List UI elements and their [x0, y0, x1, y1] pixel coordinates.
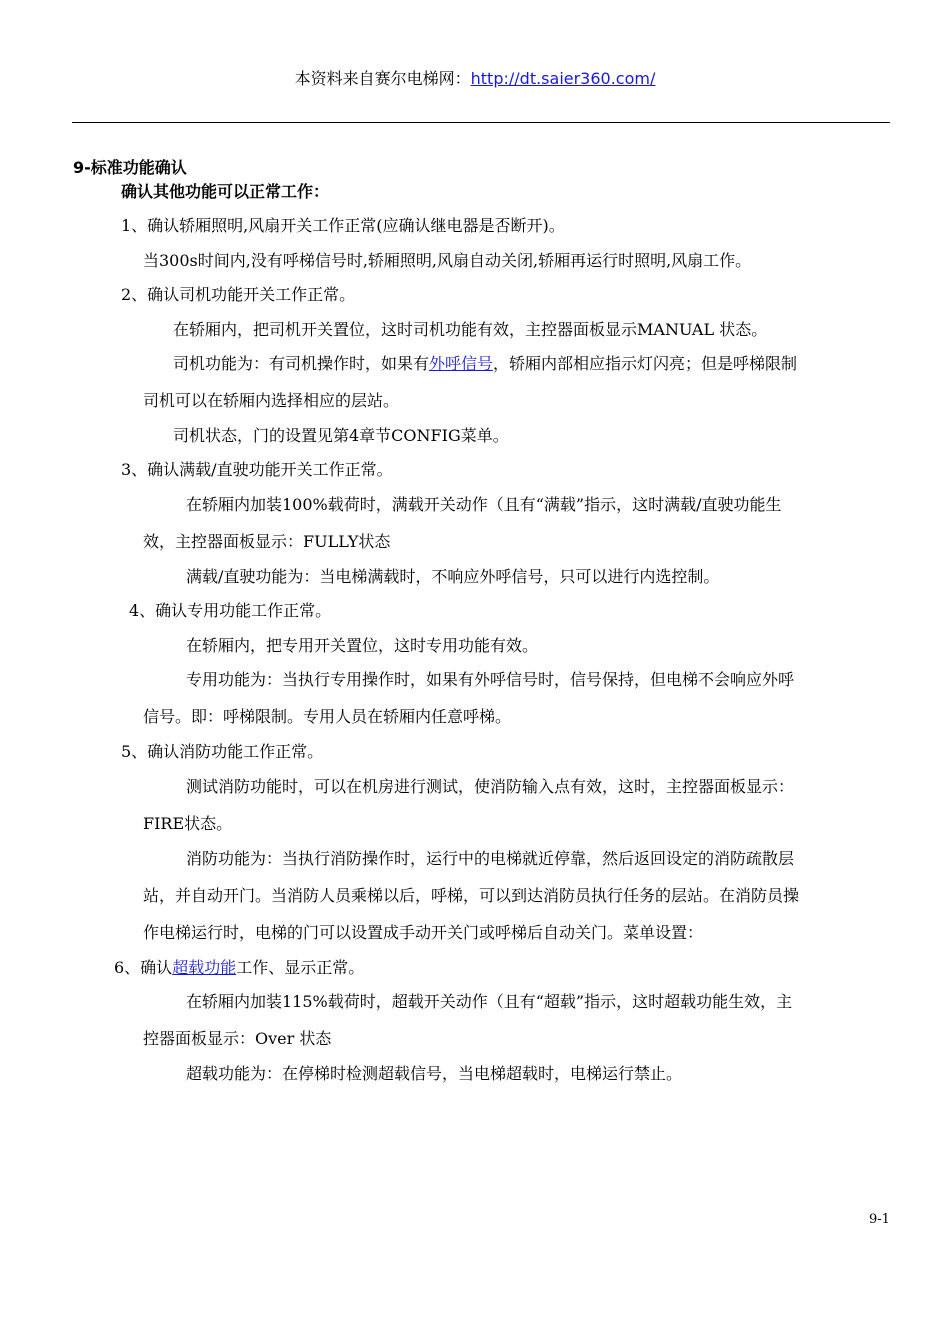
item-5-paragraph-1: 测试消防功能时，可以在机房进行测试，使消防输入点有效，这时，主控器面板显示：: [186, 777, 795, 796]
item-4-paragraph-2: 专用功能为：当执行专用操作时，如果有外呼信号时，信号保持，但电梯不会响应外呼: [186, 670, 795, 689]
item-3-paragraph-1-cont: 效，主控器面板显示：FULLY状态: [143, 532, 391, 551]
item-5-paragraph-2-cont-1: 站，并自动开门。当消防人员乘梯以后，呼梯，可以到达消防员执行任务的层站。在消防员操: [143, 886, 800, 905]
item-6-text-b: 工作、显示正常。: [236, 958, 365, 977]
item-6-title: [114, 958, 364, 978]
section-title: 9-标准功能确认: [73, 158, 187, 177]
item-5-paragraph-1-cont: FIRE状态。: [143, 814, 233, 833]
page-header: [0, 66, 950, 89]
item-6-text-a: 6、确认: [114, 958, 173, 977]
item-1-paragraph: 当300s时间内,没有呼梯信号时,轿厢照明,风扇自动关闭,轿厢再运行时照明,风扇工作。: [143, 251, 752, 270]
subtitle: 确认其他功能可以正常工作：: [121, 182, 330, 201]
item-5-title: 5、确认消防功能工作正常。: [121, 742, 324, 761]
item-4-paragraph-2-cont: 信号。即：呼梯限制。专用人员在轿厢内任意呼梯。: [143, 707, 512, 726]
item-6-paragraph-1: 在轿厢内加装115%载荷时，超载开关动作（且有“超载”指示，这时超载功能生效，主: [186, 992, 793, 1011]
overload-function-link[interactable]: 超载功能: [172, 958, 237, 977]
item-2-text-a: 司机功能为：有司机操作时，如果有: [173, 354, 430, 373]
item-3-paragraph-2: 满载/直驶功能为：当电梯满载时，不响应外呼信号，只可以进行内选控制。: [186, 567, 720, 586]
item-3-title: 3、确认满载/直驶功能开关工作正常。: [121, 460, 393, 479]
item-3-paragraph-1: 在轿厢内加装100%载荷时，满载开关动作（且有“满载”指示，这时满载/直驶功能生: [186, 495, 782, 514]
item-2-title: 2、确认司机功能开关工作正常。: [121, 285, 356, 304]
item-2-paragraph-3: 司机状态，门的设置见第4章节CONFIG菜单。: [173, 426, 509, 445]
header-url-link[interactable]: http://dt.saier360.com/: [470, 69, 656, 88]
item-2-paragraph-1: 在轿厢内，把司机开关置位，这时司机功能有效，主控器面板显示MANUAL 状态。: [173, 320, 768, 339]
item-2-paragraph-2: [173, 354, 797, 374]
outside-call-link[interactable]: 外呼信号: [429, 354, 494, 373]
item-5-paragraph-2-cont-2: 作电梯运行时，电梯的门可以设置成手动开关门或呼梯后自动关门。菜单设置：: [143, 923, 704, 942]
item-6-paragraph-1-cont: 控器面板显示：Over 状态: [143, 1029, 332, 1048]
item-2-text-b: ，轿厢内部相应指示灯闪亮；但是呼梯限制: [493, 354, 798, 373]
page-number: 9-1: [869, 1212, 890, 1227]
item-4-title: 4、确认专用功能工作正常。: [129, 601, 332, 620]
header-rule: [72, 122, 890, 123]
header-prefix: 本资料来自赛尔电梯网：: [294, 69, 471, 88]
item-2-paragraph-2-cont: 司机可以在轿厢内选择相应的层站。: [143, 391, 400, 410]
item-5-paragraph-2: 消防功能为：当执行消防操作时，运行中的电梯就近停靠，然后返回设定的消防疏散层: [186, 849, 795, 868]
item-4-paragraph-1: 在轿厢内，把专用开关置位，这时专用功能有效。: [186, 636, 539, 655]
item-1-title: 1、确认轿厢照明,风扇开关工作正常(应确认继电器是否断开)。: [121, 216, 565, 235]
item-6-paragraph-2: 超载功能为：在停梯时检测超载信号，当电梯超载时，电梯运行禁止。: [186, 1064, 683, 1083]
